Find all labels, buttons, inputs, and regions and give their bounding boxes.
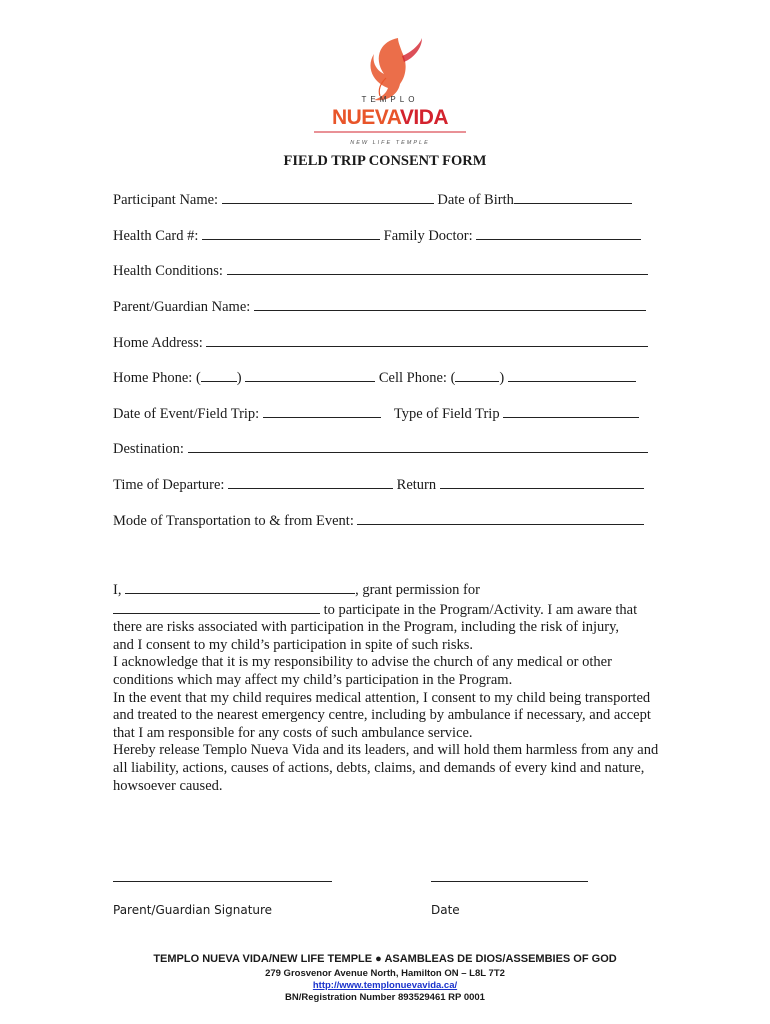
- phone-row: [113, 368, 636, 387]
- family-doctor-field[interactable]: [476, 226, 641, 240]
- mode-of-transport-label: Mode of Transportation to & from Event:: [113, 513, 354, 529]
- return-label: Return: [396, 477, 437, 493]
- transportation-row: [113, 511, 644, 530]
- footer-website-link[interactable]: http://www.templonuevavida.ca/: [312, 980, 458, 991]
- date-of-birth-label: Date of Birth: [437, 192, 514, 208]
- consent-guardian-name-field[interactable]: [125, 580, 355, 594]
- consent-medical: In the event that my child requires medical attention, I consent to my child being transported and treated to the nearest emergency centre, including by ambulance if necessary, and accept that I am responsible for any costs of such ambulance service.: [113, 689, 651, 741]
- home-phone-area-code[interactable]: [201, 368, 237, 382]
- date-label: Date: [431, 903, 460, 917]
- logo-wordmark: [332, 106, 448, 129]
- cell-phone-close: ): [499, 370, 505, 386]
- dove-icon: [300, 32, 480, 152]
- footer-registration: BN/Registration Number 893529461 RP 0001: [285, 992, 485, 1003]
- footer-organization: TEMPLO NUEVA VIDA/NEW LIFE TEMPLE ● ASAMBLEAS DE DIOS/ASSEMBIES OF GOD: [153, 953, 617, 965]
- participant-name-label: Participant Name:: [113, 192, 219, 208]
- logo-word-nueva: NUEVA: [331, 106, 400, 129]
- date-of-event-label: Date of Event/Field Trip:: [113, 406, 260, 422]
- home-phone-number[interactable]: [245, 368, 375, 382]
- guardian-name-field[interactable]: [254, 297, 646, 311]
- date-of-event-field[interactable]: [263, 404, 381, 418]
- home-address-row: [113, 333, 648, 352]
- time-of-departure-field[interactable]: [228, 475, 393, 489]
- guardian-name-row: [113, 297, 646, 316]
- templo-nueva-vida-logo: [300, 32, 480, 152]
- home-address-label: Home Address:: [113, 335, 203, 351]
- health-conditions-label: Health Conditions:: [113, 263, 223, 279]
- cell-phone-area-code[interactable]: [455, 368, 499, 382]
- consent-acknowledge: I acknowledge that it is my responsibility to advise the church of any medical or other conditions which may affect my child’s participation in the Program.: [113, 654, 612, 688]
- guardian-name-label: Parent/Guardian Name:: [113, 299, 251, 315]
- home-address-field[interactable]: [206, 333, 648, 347]
- type-of-trip-field[interactable]: [503, 404, 639, 418]
- participant-name-field[interactable]: [222, 190, 434, 204]
- participant-row: [113, 190, 632, 209]
- destination-label: Destination:: [113, 441, 184, 457]
- health-conditions-row: [113, 261, 648, 280]
- logo-subtitle: NEW LIFE TEMPLE: [350, 140, 430, 146]
- logo-top-word: TEMPLO: [361, 95, 419, 104]
- departure-row: [113, 475, 644, 494]
- mode-of-transport-field[interactable]: [357, 511, 644, 525]
- cell-phone-label: Cell Phone: (: [378, 370, 456, 386]
- health-card-field[interactable]: [202, 226, 380, 240]
- guardian-signature-label: Parent/Guardian Signature: [113, 903, 273, 917]
- consent-i: I,: [113, 582, 122, 598]
- consent-line-grant: [113, 580, 673, 600]
- return-field[interactable]: [440, 475, 644, 489]
- home-phone-close: ): [236, 370, 242, 386]
- consent-release: Hereby release Templo Nueva Vida and its leaders, and will hold them harmless from any and all liability, actions, causes of actions, debts, claims, and demands of every kind and nature, howsoever caused.: [113, 742, 659, 794]
- guardian-signature-line[interactable]: [113, 881, 332, 882]
- consent-grant-text: , grant permission for: [355, 582, 480, 598]
- form-title: FIELD TRIP CONSENT FORM: [283, 153, 487, 169]
- destination-field[interactable]: [188, 439, 648, 453]
- consent-child-name-field[interactable]: [113, 600, 320, 614]
- cell-phone-number[interactable]: [508, 368, 636, 382]
- home-phone-label: Home Phone: (: [113, 370, 201, 386]
- consent-line-participate: [113, 600, 673, 620]
- consent-participate-text: to participate in the Program/Activity. I am aware that: [323, 601, 638, 618]
- family-doctor-label: Family Doctor:: [383, 228, 473, 244]
- consent-risks: there are risks associated with participation in the Program, including the risk of injury,: [113, 619, 620, 636]
- date-signature-line[interactable]: [431, 881, 588, 882]
- event-row: [113, 404, 639, 423]
- health-conditions-field[interactable]: [227, 261, 648, 275]
- footer-address: 279 Grosvenor Avenue North, Hamilton ON – L8L 7T2: [265, 968, 505, 979]
- logo-word-vida: VIDA: [399, 106, 449, 129]
- destination-row: [113, 439, 648, 458]
- consent-paragraph: [113, 580, 673, 795]
- time-of-departure-label: Time of Departure:: [113, 477, 225, 493]
- type-of-trip-label: Type of Field Trip: [393, 406, 500, 422]
- health-card-label: Health Card #:: [113, 228, 199, 244]
- health-card-row: [113, 226, 641, 245]
- date-of-birth-field[interactable]: [514, 190, 632, 204]
- consent-child-participation: and I consent to my child’s participation in spite of such risks.: [113, 636, 474, 653]
